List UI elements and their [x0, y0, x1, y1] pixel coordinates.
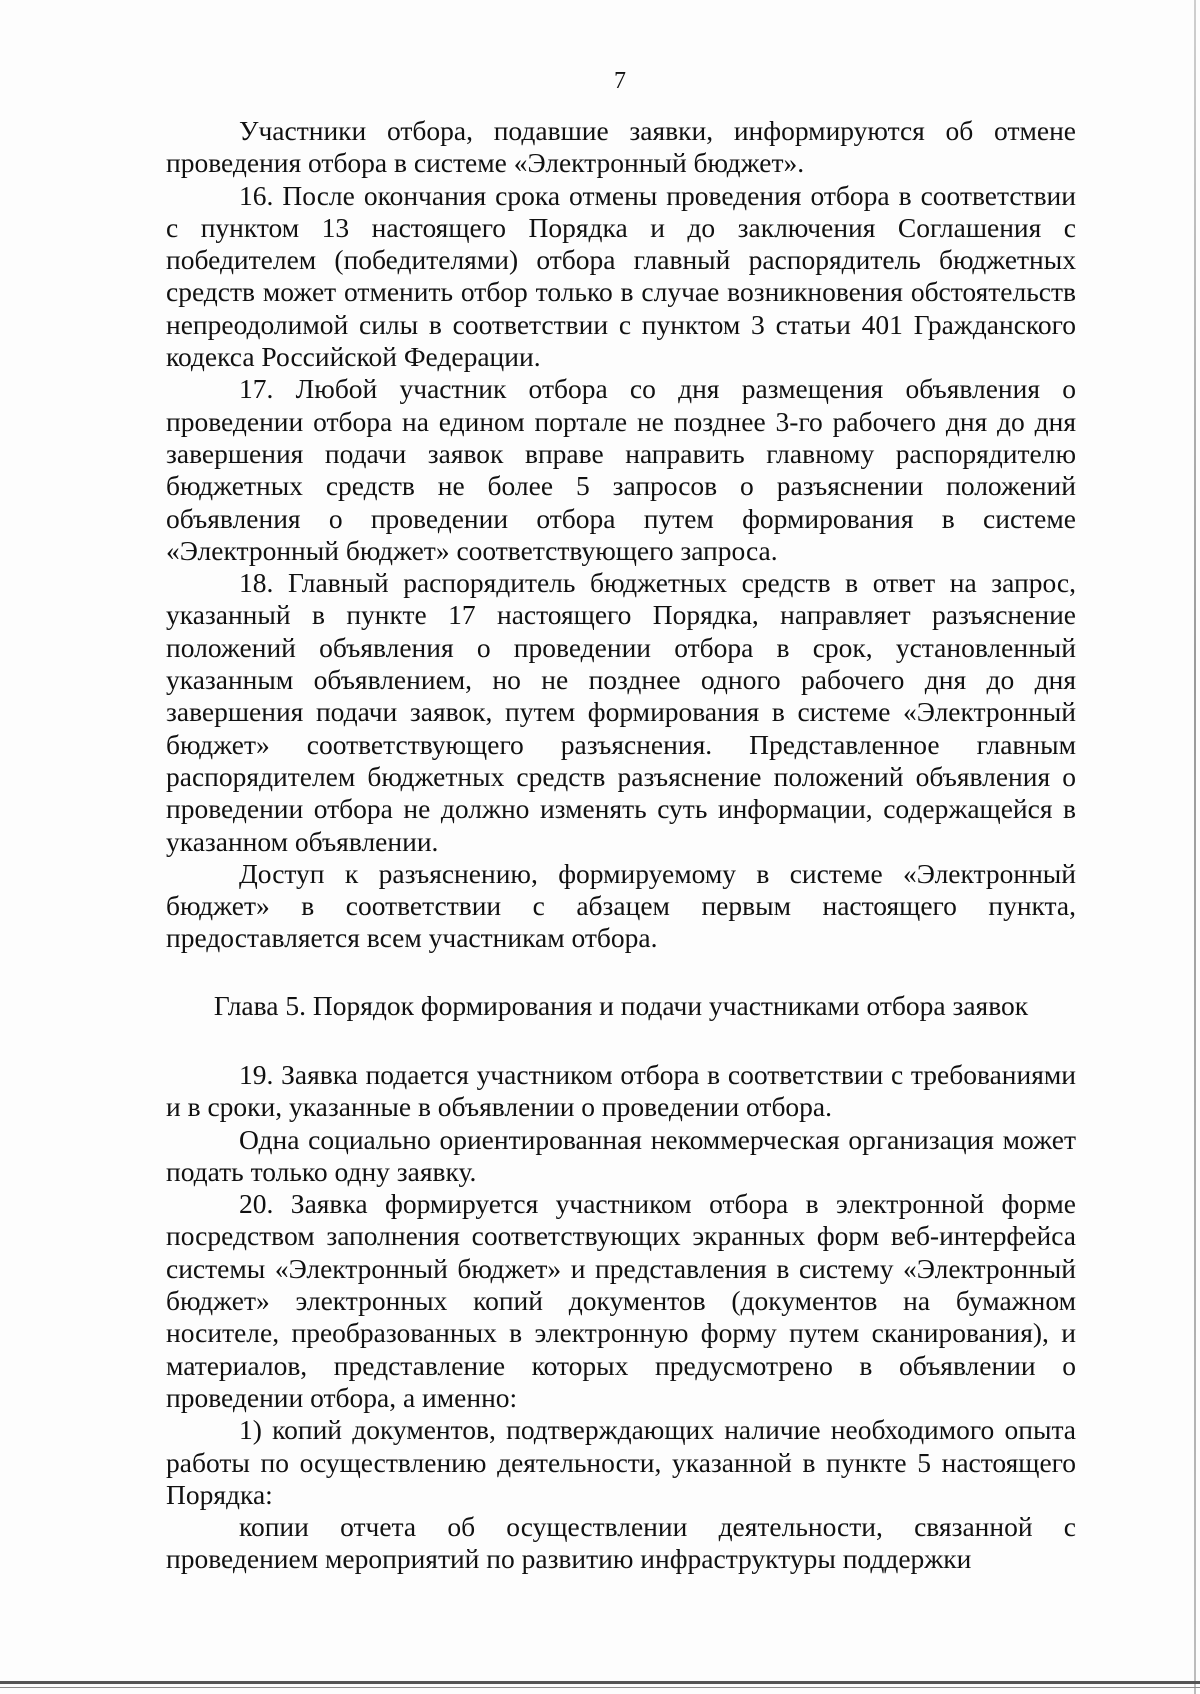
scan-edge	[0, 1687, 1200, 1688]
paragraph-19: 19. Заявка подается участником отбора в соответствии с требованиями и в сроки, указанные в объявлении о проведении отбора.	[166, 1059, 1076, 1123]
paragraph-17: 17. Любой участник отбора со дня размещения объявления о проведении отбора на едином портале не позднее 3-го рабочего дня до дня завершения подачи заявок вправе направить главному распорядителю бюджетных средств не более 5 запросов о разъяснении положений объявления о проведении отбора путем формирования в системе «Электронный бюджет» соответствующего запроса.	[166, 373, 1076, 566]
document-body-bottom	[166, 1059, 1076, 1576]
paragraph: Доступ к разъяснению, формируемому в системе «Электронный бюджет» в соответствии с абзацем первым настоящего пункта, предоставляется всем участникам отбора.	[166, 857, 1076, 954]
scan-edge	[0, 1681, 1200, 1684]
paragraph-20: 20. Заявка формируется участником отбора в электронной форме посредством заполнения соответствующих экранных форм веб-интерфейса системы «Электронный бюджет» и представления в систему «Электронный бюджет» электронных копий документов (документов на бумажном носителе, преобразованных в электронную форму путем сканирования), и материалов, представление которых предусмотрено в объявлении о проведении отбора, а именно:	[166, 1188, 1076, 1413]
paragraph: Участники отбора, подавшие заявки, информируются об отмене проведения отбора в системе «Электронный бюджет».	[166, 115, 1076, 179]
list-item: 1) копий документов, подтверждающих наличие необходимого опыта работы по осуществлению деятельности, указанной в пункте 5 настоящего Порядка:	[166, 1414, 1076, 1510]
paragraph: копии отчета об осуществлении деятельности, связанной с проведением мероприятий по развитию инфраструктуры поддержки	[166, 1511, 1076, 1575]
scan-edge	[1194, 0, 1196, 1694]
paragraph-16: 16. После окончания срока отмены проведения отбора в соответствии с пунктом 13 настоящего Порядка и до заключения Соглашения с победителем (победителями) отбора главный распорядитель бюджетных средств может отменить отбор только в случае возникновения обстоятельств непреодолимой силы в соответствии с пунктом 3 статьи 401 Гражданского кодекса Российской Федерации.	[166, 179, 1076, 373]
chapter-heading: Глава 5. Порядок формирования и подачи участниками отбора заявок	[213, 990, 1029, 1021]
paragraph: Одна социально ориентированная некоммерческая организация может подать только одну заявку.	[166, 1123, 1076, 1187]
document-body-top	[166, 115, 1076, 955]
page-number: 7	[614, 68, 626, 94]
paragraph-18: 18. Главный распорядитель бюджетных средств в ответ на запрос, указанный в пункте 17 настоящего Порядка, направляет разъяснение положений объявления о проведении отбора в срок, установленный указанным объявлением, но не позднее одного рабочего дня до дня завершения подачи заявок, путем формирования в системе «Электронный бюджет» соответствующего разъяснения. Представленное главным распорядителем бюджетных средств разъяснение положений объявления о проведении отбора не должно изменять суть информации, содержащейся в указанном объявлении.	[166, 567, 1076, 857]
